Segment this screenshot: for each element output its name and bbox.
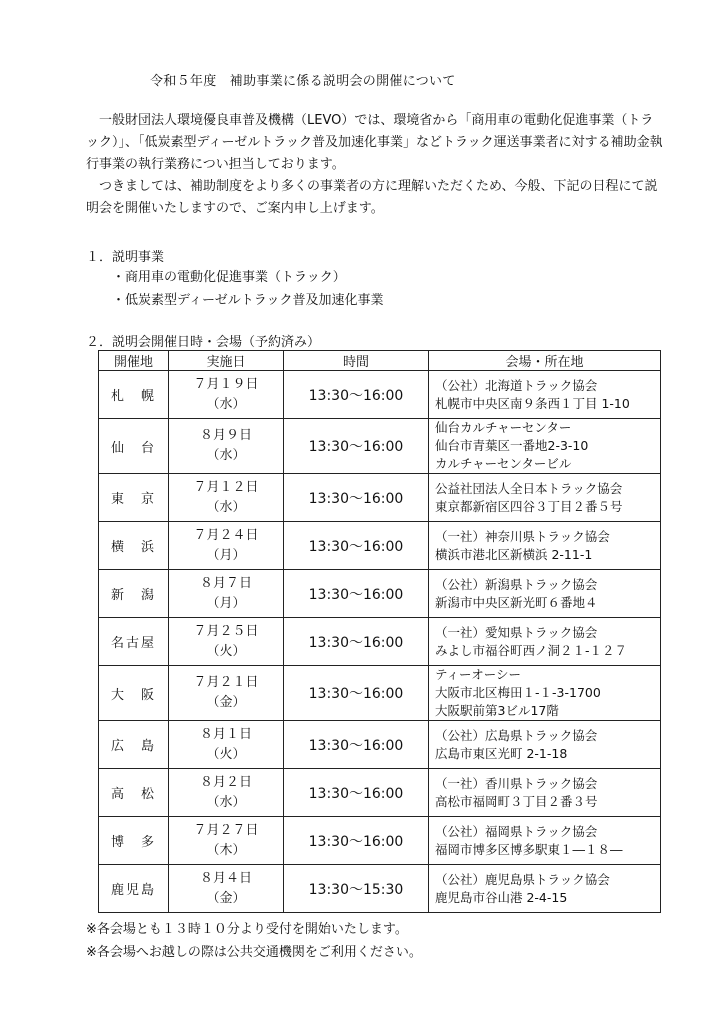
section1-heading: １．説明事業 bbox=[86, 250, 165, 265]
section1-list bbox=[112, 266, 383, 312]
date-text: ７月１９日 bbox=[193, 376, 259, 392]
cell-time: 13:30～16:00 bbox=[284, 419, 429, 474]
schedule-table bbox=[98, 350, 661, 913]
venue-line: 仙台カルチャーセンター bbox=[435, 420, 572, 435]
date-text: ８月２日 bbox=[199, 774, 252, 790]
venue-line: （一社）愛知県トラック協会 bbox=[435, 624, 598, 640]
venue-line: 札幌市中央区南９条西１丁目 1-10 bbox=[435, 395, 630, 411]
section1-item: ・低炭素型ディーゼルトラック普及加速化事業 bbox=[112, 293, 384, 308]
cell-date bbox=[169, 474, 284, 522]
weekday-text: （月） bbox=[206, 595, 246, 611]
table-row bbox=[99, 666, 661, 721]
cell-venue bbox=[429, 371, 661, 419]
cell-date bbox=[169, 769, 284, 817]
venue-line: （公社）新潟県トラック協会 bbox=[435, 576, 598, 592]
column-header-venue: 会場・所在地 bbox=[429, 351, 661, 371]
venue-line: 鹿児島市谷山港 2-4-15 bbox=[435, 889, 568, 905]
date-text: ７月２４日 bbox=[193, 527, 259, 543]
date-text: ７月２７日 bbox=[193, 822, 259, 838]
note-line: ※各会場とも１３時１０分より受付を開始いたします。 bbox=[86, 922, 408, 937]
date-text: ８月１日 bbox=[199, 726, 252, 742]
cell-time: 13:30～16:00 bbox=[284, 474, 429, 522]
venue-line: カルチャーセンタービル bbox=[435, 456, 572, 471]
date-text: ８月７日 bbox=[199, 575, 252, 591]
table-row bbox=[99, 721, 661, 769]
cell-time: 13:30～16:00 bbox=[284, 371, 429, 419]
cell-date bbox=[169, 522, 284, 570]
column-header-date: 実施日 bbox=[169, 351, 284, 371]
table-row bbox=[99, 419, 661, 474]
weekday-text: （金） bbox=[206, 695, 246, 710]
cell-place: 仙 台 bbox=[99, 419, 169, 474]
venue-line: 大阪市北区梅田１-１-3-1700 bbox=[435, 685, 601, 700]
cell-place: 高 松 bbox=[99, 769, 169, 817]
venue-line: 東京都新宿区四谷３丁目２番５号 bbox=[435, 498, 623, 514]
table-row bbox=[99, 522, 661, 570]
table-row bbox=[99, 618, 661, 666]
venue-line: ティーオーシー bbox=[435, 667, 522, 682]
weekday-text: （木） bbox=[206, 842, 246, 858]
cell-date bbox=[169, 721, 284, 769]
cell-venue bbox=[429, 865, 661, 913]
cell-venue bbox=[429, 570, 661, 618]
table-row bbox=[99, 865, 661, 913]
table-row bbox=[99, 371, 661, 419]
venue-line: （公社）北海道トラック協会 bbox=[435, 377, 598, 393]
venue-line: 公益社団法人全日本トラック協会 bbox=[435, 480, 623, 496]
cell-place: 博 多 bbox=[99, 817, 169, 865]
weekday-text: （火） bbox=[206, 746, 246, 762]
weekday-text: （水） bbox=[206, 499, 246, 515]
venue-line: （公社）鹿児島県トラック協会 bbox=[435, 871, 610, 887]
weekday-text: （火） bbox=[206, 643, 246, 659]
weekday-text: （金） bbox=[206, 890, 246, 906]
cell-date bbox=[169, 419, 284, 474]
cell-time: 13:30～16:00 bbox=[284, 817, 429, 865]
cell-place: 大 阪 bbox=[99, 666, 169, 721]
note-line: ※各会場へお越しの際は公共交通機関をご利用ください。 bbox=[86, 945, 422, 960]
cell-date bbox=[169, 666, 284, 721]
cell-place: 名古屋 bbox=[99, 618, 169, 666]
cell-place: 札 幌 bbox=[99, 371, 169, 419]
section1-item: ・商用車の電動化促進事業（トラック） bbox=[112, 270, 346, 285]
venue-line: 横浜市港北区新横浜 2-11-1 bbox=[435, 546, 593, 562]
venue-line: 高松市福岡町３丁目２番３号 bbox=[435, 793, 598, 809]
venue-line: 大阪駅前第3ビル17階 bbox=[435, 703, 559, 718]
table-row bbox=[99, 570, 661, 618]
cell-date bbox=[169, 570, 284, 618]
cell-venue bbox=[429, 419, 661, 474]
table-row bbox=[99, 817, 661, 865]
cell-place: 新 潟 bbox=[99, 570, 169, 618]
venue-line: （公社）広島県トラック協会 bbox=[435, 727, 598, 743]
intro-paragraph-1: 一般財団法人環境優良車普及機構（LEVO）では、環境省から「商用車の電動化促進事業（トラック）」、「低炭素型ディーゼルトラック普及加速化事業」などトラック運送事業者に対する補助金執行事業の執行業務につい担当しております。 bbox=[86, 113, 663, 172]
intro-text bbox=[86, 110, 664, 220]
document-title: 令和５年度 補助事業に係る説明会の開催について bbox=[150, 74, 456, 89]
weekday-text: （水） bbox=[206, 396, 246, 412]
cell-date bbox=[169, 371, 284, 419]
notes bbox=[86, 918, 422, 964]
cell-venue bbox=[429, 817, 661, 865]
table-header-row bbox=[99, 351, 661, 371]
cell-venue bbox=[429, 618, 661, 666]
cell-venue bbox=[429, 721, 661, 769]
cell-venue bbox=[429, 666, 661, 721]
venue-line: みよし市福谷町西ノ洞２１-１２７ bbox=[435, 642, 628, 658]
cell-date bbox=[169, 817, 284, 865]
venue-line: 仙台市青葉区一番地2-3-10 bbox=[435, 438, 589, 453]
cell-time: 13:30～15:30 bbox=[284, 865, 429, 913]
table-row bbox=[99, 769, 661, 817]
cell-time: 13:30～16:00 bbox=[284, 721, 429, 769]
cell-date bbox=[169, 618, 284, 666]
cell-time: 13:30～16:00 bbox=[284, 570, 429, 618]
cell-place: 横 浜 bbox=[99, 522, 169, 570]
cell-venue bbox=[429, 769, 661, 817]
weekday-text: （月） bbox=[206, 547, 246, 563]
cell-time: 13:30～16:00 bbox=[284, 769, 429, 817]
venue-line: 新潟市中央区新光町６番地４ bbox=[435, 594, 598, 610]
intro-paragraph-2: つきましては、補助制度をより多くの事業者の方に理解いただくため、今般、下記の日程にて説明会を開催いたしますので、ご案内申し上げます。 bbox=[86, 179, 658, 216]
date-text: ７月１２日 bbox=[193, 479, 259, 495]
cell-venue bbox=[429, 522, 661, 570]
cell-time: 13:30～16:00 bbox=[284, 522, 429, 570]
venue-line: （公社）福岡県トラック協会 bbox=[435, 823, 598, 839]
venue-line: （一社）神奈川県トラック協会 bbox=[435, 528, 610, 544]
date-text: ８月４日 bbox=[199, 870, 252, 886]
cell-place: 鹿児島 bbox=[99, 865, 169, 913]
weekday-text: （水） bbox=[206, 794, 246, 810]
cell-place: 広 島 bbox=[99, 721, 169, 769]
table-body bbox=[99, 371, 661, 913]
venue-line: 広島市東区光町 2-1-18 bbox=[435, 745, 568, 761]
cell-date bbox=[169, 865, 284, 913]
venue-line: （一社）香川県トラック協会 bbox=[435, 775, 598, 791]
cell-time: 13:30～16:00 bbox=[284, 618, 429, 666]
column-header-time: 時間 bbox=[284, 351, 429, 371]
weekday-text: （水） bbox=[206, 448, 246, 463]
section2-heading: ２．説明会開催日時・会場（予約済み） bbox=[86, 335, 321, 350]
cell-place: 東 京 bbox=[99, 474, 169, 522]
venue-line: 福岡市博多区博多駅東１―１８― bbox=[435, 841, 623, 857]
date-text: ７月２５日 bbox=[193, 623, 259, 639]
cell-venue bbox=[429, 474, 661, 522]
table-row bbox=[99, 474, 661, 522]
cell-time: 13:30～16:00 bbox=[284, 666, 429, 721]
date-text: ７月２１日 bbox=[193, 675, 259, 690]
date-text: ８月９日 bbox=[199, 428, 252, 443]
column-header-place: 開催地 bbox=[99, 351, 169, 371]
